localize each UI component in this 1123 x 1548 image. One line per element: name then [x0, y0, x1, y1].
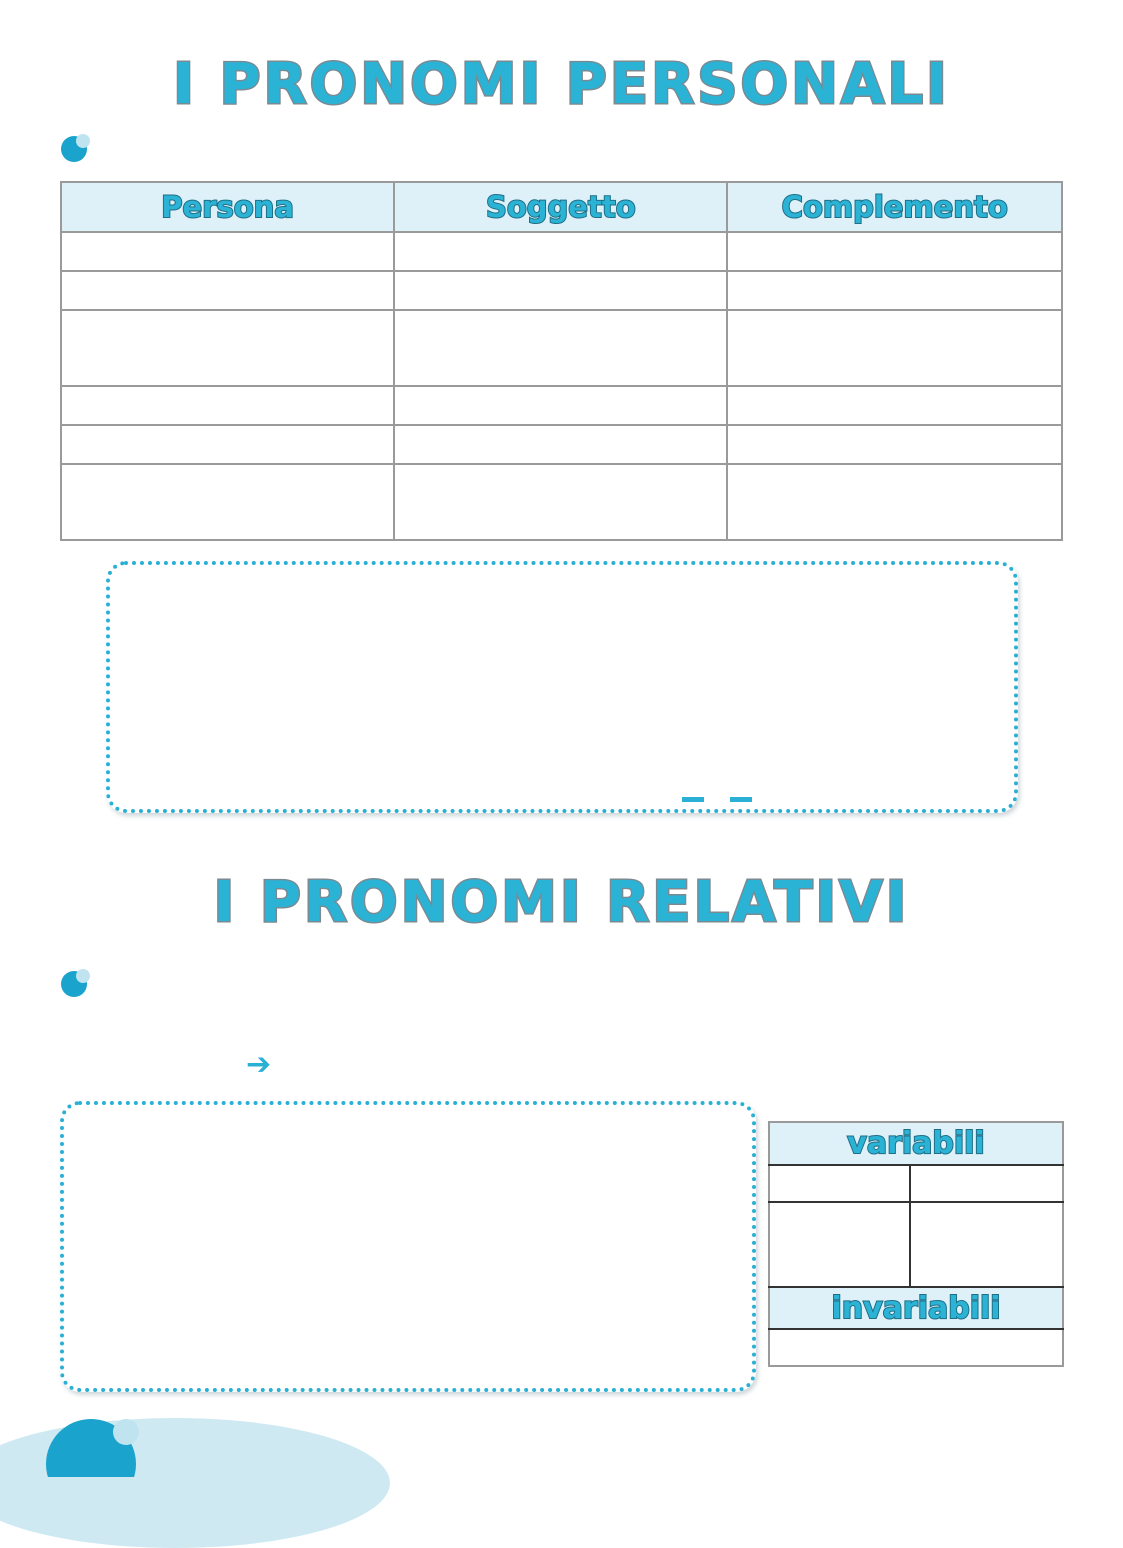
column-header-complemento: Complemento: [727, 182, 1062, 232]
footer-bubble-icon: [44, 1416, 144, 1477]
table-cell[interactable]: [727, 271, 1062, 310]
table-row: [769, 1165, 1063, 1202]
table-cell[interactable]: [61, 464, 394, 540]
table-cell[interactable]: [727, 464, 1062, 540]
table-cell[interactable]: [727, 310, 1062, 386]
table-row: [61, 271, 1062, 310]
table-cell[interactable]: [61, 271, 394, 310]
table-row: [61, 386, 1062, 425]
table-cell[interactable]: [394, 464, 727, 540]
personal-pronouns-table: [60, 181, 1063, 541]
blank-dash: [682, 797, 704, 802]
table-cell[interactable]: [769, 1202, 910, 1287]
table-cell[interactable]: [61, 310, 394, 386]
table-cell[interactable]: [727, 232, 1062, 271]
section-title-relativi: I PRONOMI RELATIVI: [213, 870, 910, 935]
table-cell[interactable]: [394, 271, 727, 310]
table-cell[interactable]: [61, 425, 394, 464]
table-cell[interactable]: [394, 425, 727, 464]
table-cell[interactable]: [61, 386, 394, 425]
variable-header: variabili: [769, 1122, 1063, 1165]
invariable-header: invariabili: [769, 1287, 1063, 1329]
column-header-persona: Persona: [61, 182, 394, 232]
section-title-personali: I PRONOMI PERSONALI: [173, 52, 950, 117]
table-cell[interactable]: [61, 232, 394, 271]
arrow-right-icon: ➔: [246, 1047, 272, 1082]
table-cell[interactable]: [727, 386, 1062, 425]
table-cell[interactable]: [910, 1165, 1063, 1202]
table-cell[interactable]: [727, 425, 1062, 464]
notes-box-relativi[interactable]: [60, 1101, 756, 1392]
table-row: [61, 310, 1062, 386]
relative-pronouns-table: [768, 1121, 1064, 1367]
table-cell[interactable]: [394, 386, 727, 425]
bullet-icon: [60, 132, 90, 162]
column-header-soggetto: Soggetto: [394, 182, 727, 232]
table-cell[interactable]: [394, 232, 727, 271]
notes-box-personali[interactable]: [106, 561, 1018, 813]
blank-dash: [730, 797, 752, 802]
bullet-icon: [60, 967, 90, 997]
table-row: [61, 464, 1062, 540]
table-row: [61, 425, 1062, 464]
table-header-row: [61, 182, 1062, 232]
table-cell[interactable]: [394, 310, 727, 386]
table-cell[interactable]: [769, 1165, 910, 1202]
table-cell[interactable]: [769, 1329, 1063, 1366]
table-row: [61, 232, 1062, 271]
table-row: [769, 1329, 1063, 1366]
table-row: [769, 1202, 1063, 1287]
table-cell[interactable]: [910, 1202, 1063, 1287]
